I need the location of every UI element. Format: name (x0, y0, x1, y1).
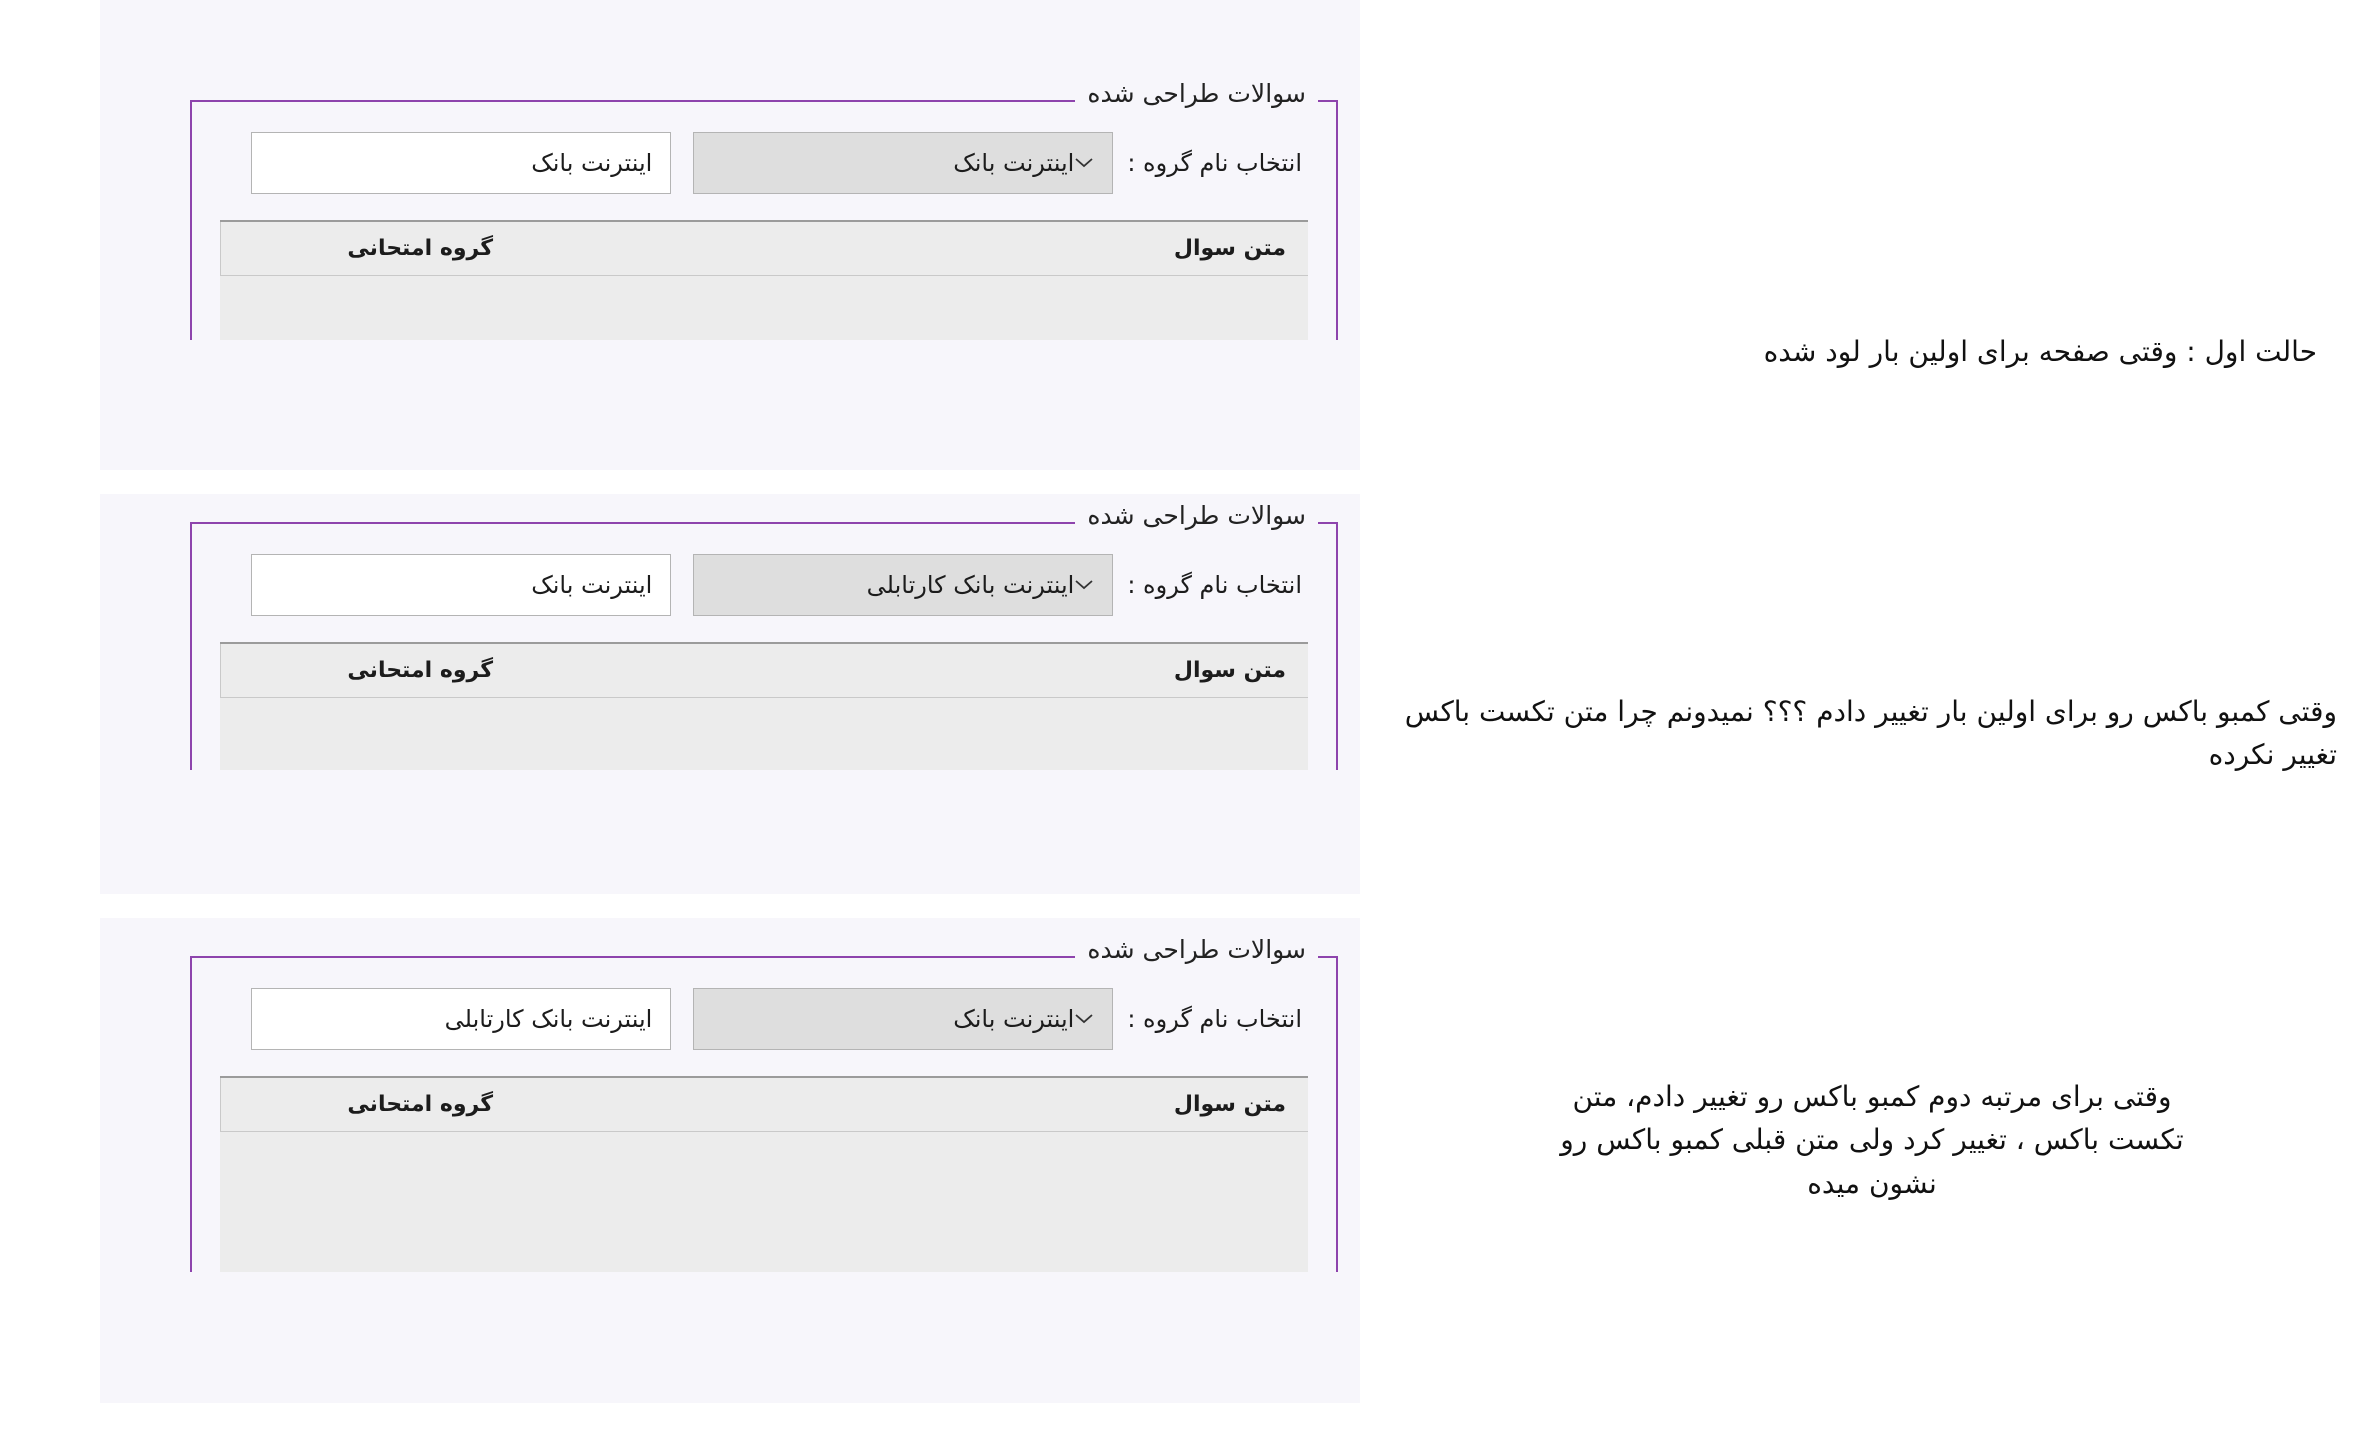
chevron-down-icon (1074, 575, 1094, 595)
questions-table-2 (220, 642, 1308, 698)
group-select-label-2: انتخاب نام گروه : (1127, 571, 1302, 599)
group-select-row-2 (220, 554, 1308, 616)
annotation-state-2: وقتی کمبو باکس رو برای اولین بار تغییر دادم ؟؟؟ نمیدونم چرا متن تکست باکس تغییر نکرده (1404, 695, 2337, 772)
col-exam-group-2[interactable]: گروه امتحانی (221, 643, 516, 698)
annotation-state-3-line-2: تکست باکس ، تغییر کرد ولی متن قبلی کمبو باکس رو (1560, 1123, 2184, 1157)
panel-separator-1 (100, 470, 1360, 494)
group-name-select-2[interactable] (693, 554, 1113, 616)
col-question-text-1[interactable]: متن سوال (515, 221, 1308, 276)
group-name-textbox-2[interactable]: اینترنت بانک (251, 554, 671, 616)
state-2-panel (100, 494, 1360, 894)
screenshots-column (100, 0, 1360, 1403)
chevron-down-icon (1074, 153, 1094, 173)
questions-group-1 (190, 79, 1338, 340)
annotation-state-3-line-1: وقتی برای مرتبه دوم کمبو باکس رو تغییر دادم، متن (1572, 1080, 2172, 1113)
annotations-column (1377, 0, 2357, 1455)
group-inner-1 (192, 102, 1336, 340)
group-select-row-3 (220, 988, 1308, 1050)
questions-table-body-1 (220, 276, 1308, 340)
group-name-select-3[interactable] (693, 988, 1113, 1050)
state-1-panel (100, 0, 1360, 470)
table-header-row (221, 1077, 1309, 1132)
questions-table-head-2 (221, 643, 1309, 698)
group-name-textbox-3[interactable]: اینترنت بانک کارتابلی (251, 988, 671, 1050)
group-legend-3: سوالات طراحی شده (1075, 937, 1318, 962)
state-3-panel (100, 918, 1360, 1403)
group-select-row-1 (220, 132, 1308, 194)
group-legend-1: سوالات طراحی شده (1075, 81, 1318, 106)
col-exam-group-1[interactable]: گروه امتحانی (221, 221, 516, 276)
group-name-select-value-1: اینترنت بانک (953, 149, 1075, 177)
chevron-down-icon (1074, 1009, 1094, 1029)
group-name-select-1[interactable] (693, 132, 1113, 194)
questions-table-1 (220, 220, 1308, 276)
group-select-label-1: انتخاب نام گروه : (1127, 149, 1302, 177)
annotation-state-3 (1472, 1075, 2272, 1205)
questions-table-3 (220, 1076, 1308, 1132)
annotation-state-1: حالت اول : وقتی صفحه برای اولین بار لود شده (1763, 335, 2317, 368)
group-select-label-3: انتخاب نام گروه : (1127, 1005, 1302, 1033)
annotation-state-3-line-3: نشون میده (1807, 1166, 1937, 1200)
table-header-row (221, 643, 1309, 698)
col-exam-group-3[interactable]: گروه امتحانی (221, 1077, 516, 1132)
col-question-text-3[interactable]: متن سوال (515, 1077, 1308, 1132)
questions-table-body-3 (220, 1132, 1308, 1272)
group-name-select-value-2: اینترنت بانک کارتابلی (866, 571, 1075, 599)
col-question-text-2[interactable]: متن سوال (515, 643, 1308, 698)
questions-group-3 (190, 935, 1338, 1272)
table-header-row (221, 221, 1309, 276)
group-name-select-value-3: اینترنت بانک (953, 1005, 1075, 1033)
questions-group-2 (190, 501, 1338, 770)
group-legend-2: سوالات طراحی شده (1075, 503, 1318, 528)
group-name-textbox-1[interactable]: اینترنت بانک (251, 132, 671, 194)
panel-separator-2 (100, 894, 1360, 918)
questions-table-head-1 (221, 221, 1309, 276)
questions-table-body-2 (220, 698, 1308, 770)
group-inner-2 (192, 524, 1336, 770)
group-inner-3 (192, 958, 1336, 1272)
questions-table-head-3 (221, 1077, 1309, 1132)
